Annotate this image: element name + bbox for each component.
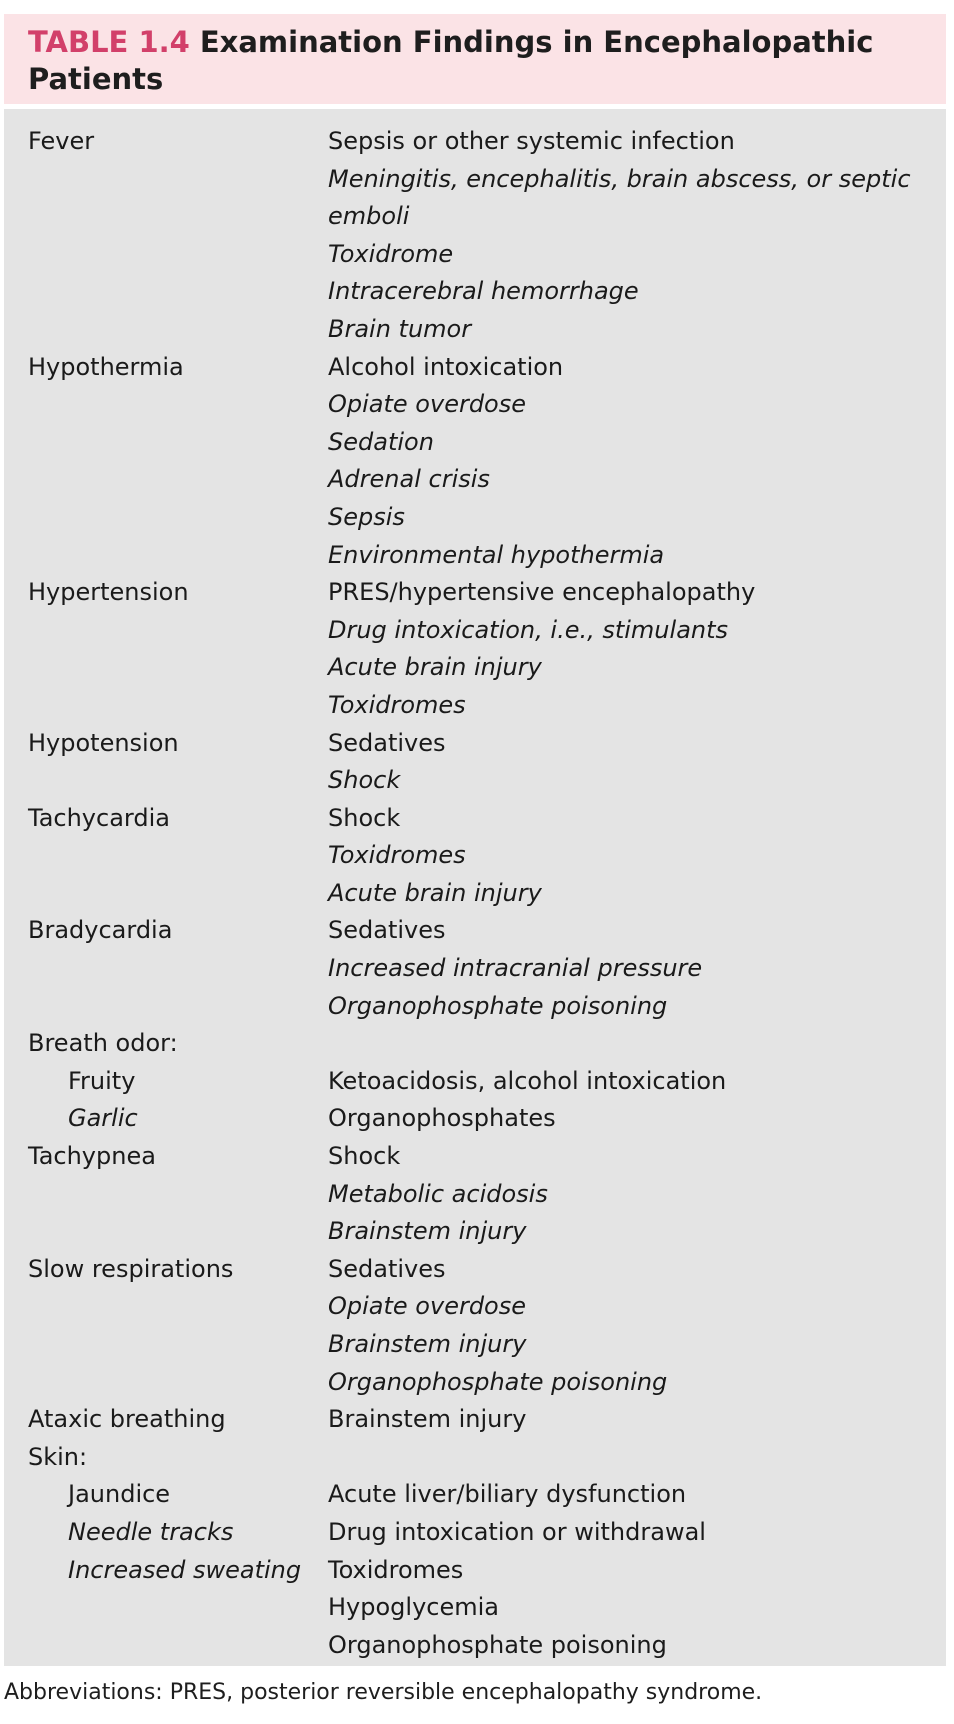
cause-cell: Opiate overdose — [328, 1292, 527, 1321]
cause-cell: Toxidromes — [328, 841, 466, 870]
table-row — [4, 1476, 946, 1514]
cause-cell: Acute liver/biliary dysfunction — [328, 1480, 687, 1509]
table-row — [4, 1439, 946, 1477]
table-row — [4, 988, 946, 1026]
finding-cell: Hypotension — [28, 728, 179, 757]
table-rows — [4, 123, 946, 1664]
table-row — [4, 537, 946, 575]
table-row — [4, 311, 946, 349]
finding-cell: Slow respirations — [28, 1254, 234, 1283]
cause-cell: Shock — [328, 1142, 401, 1171]
cause-cell: Brainstem injury — [328, 1217, 527, 1246]
finding-cell: Bradycardia — [28, 916, 173, 945]
cause-cell: Adrenal crisis — [328, 465, 490, 494]
table-row — [4, 1288, 946, 1326]
table-row — [4, 912, 946, 950]
table-header — [4, 14, 946, 104]
table-row — [4, 386, 946, 424]
finding-cell: Hypertension — [28, 578, 189, 607]
cause-cell: Toxidrome — [328, 239, 454, 268]
table-row — [4, 198, 946, 236]
cause-cell: Sepsis — [328, 502, 405, 531]
cause-cell: Drug intoxication, i.e., stimulants — [328, 615, 729, 644]
table-row — [4, 1627, 946, 1665]
cause-cell: Shock — [328, 766, 401, 795]
cause-cell: Drug intoxication or withdrawal — [328, 1517, 706, 1546]
table-row — [4, 1176, 946, 1214]
table-footnote: Abbreviations: PRES, posterior reversible encephalopathy syndrome. — [4, 1680, 763, 1705]
cause-cell: Organophosphate poisoning — [328, 1630, 667, 1659]
table-title: Examination Findings in Encephalopathic — [199, 25, 874, 59]
table-number: TABLE 1.4 — [28, 25, 190, 59]
cause-cell: Sedatives — [328, 916, 446, 945]
table-row — [4, 236, 946, 274]
finding-cell: Needle tracks — [68, 1517, 234, 1546]
table-row — [4, 349, 946, 387]
finding-cell: Jaundice — [68, 1480, 171, 1509]
table-row — [4, 499, 946, 537]
table-row — [4, 875, 946, 913]
cause-cell: emboli — [328, 202, 410, 231]
table-row — [4, 687, 946, 725]
table-row — [4, 424, 946, 462]
cause-cell: Acute brain injury — [328, 653, 542, 682]
cause-cell: Brainstem injury — [328, 1405, 527, 1434]
table-row — [4, 574, 946, 612]
cause-cell: PRES/hypertensive encephalopathy — [328, 578, 756, 607]
cause-cell: Toxidromes — [328, 690, 466, 719]
table-title-line-1 — [28, 24, 946, 61]
table-row — [4, 1552, 946, 1590]
table-row — [4, 725, 946, 763]
finding-cell: Increased sweating — [68, 1555, 302, 1584]
finding-cell: Fruity — [68, 1066, 136, 1095]
cause-cell: Sedatives — [328, 728, 446, 757]
cause-cell: Sepsis or other systemic infection — [328, 127, 735, 155]
table-row — [4, 1589, 946, 1627]
table-row — [4, 649, 946, 687]
table-row — [4, 612, 946, 650]
finding-cell: Hypothermia — [28, 352, 184, 381]
cause-cell: Opiate overdose — [328, 390, 527, 419]
table-row — [4, 123, 946, 161]
table-row — [4, 950, 946, 988]
cause-cell: Meningitis, encephalitis, brain abscess, or septic — [328, 164, 911, 193]
table-row — [4, 762, 946, 800]
table-row — [4, 1100, 946, 1138]
finding-cell: Ataxic breathing — [28, 1405, 226, 1434]
cause-cell: Increased intracranial pressure — [328, 954, 703, 983]
table-row — [4, 1326, 946, 1364]
table-title-line-2: Patients — [28, 62, 164, 96]
cause-cell: Organophosphate poisoning — [328, 1367, 668, 1396]
table-row — [4, 1138, 946, 1176]
finding-cell: Garlic — [68, 1104, 138, 1133]
cause-cell: Organophosphate poisoning — [328, 991, 668, 1020]
finding-cell: Fever — [28, 127, 95, 155]
cause-cell: Metabolic acidosis — [328, 1179, 548, 1208]
cause-cell: Brainstem injury — [328, 1330, 527, 1358]
finding-cell: Tachycardia — [28, 803, 170, 832]
cause-cell: Acute brain injury — [328, 878, 542, 907]
table-row — [4, 461, 946, 499]
finding-cell: Breath odor: — [28, 1029, 178, 1058]
cause-cell: Toxidromes — [328, 1555, 464, 1584]
cause-cell: Shock — [328, 803, 401, 832]
cause-cell: Sedatives — [328, 1254, 446, 1283]
table-row — [4, 1514, 946, 1552]
cause-cell: Brain tumor — [328, 314, 472, 343]
table-body — [4, 109, 946, 1666]
table-row — [4, 800, 946, 838]
table-row — [4, 161, 946, 199]
finding-cell: Tachypnea — [28, 1142, 156, 1171]
cause-cell: Environmental hypothermia — [328, 540, 665, 569]
table-row — [4, 1251, 946, 1289]
table-row — [4, 1063, 946, 1101]
table-row — [4, 837, 946, 875]
cause-cell: Hypoglycemia — [328, 1593, 499, 1622]
finding-cell: Skin: — [28, 1442, 88, 1471]
table-row — [4, 1213, 946, 1251]
cause-cell: Alcohol intoxication — [328, 352, 564, 381]
table-row — [4, 1364, 946, 1402]
cause-cell: Ketoacidosis, alcohol intoxication — [328, 1066, 727, 1095]
table-row — [4, 1025, 946, 1063]
cause-cell: Intracerebral hemorrhage — [328, 277, 639, 306]
cause-cell: Sedation — [328, 427, 434, 456]
table-row — [4, 273, 946, 311]
table-row — [4, 1401, 946, 1439]
cause-cell: Organophosphates — [328, 1104, 556, 1133]
